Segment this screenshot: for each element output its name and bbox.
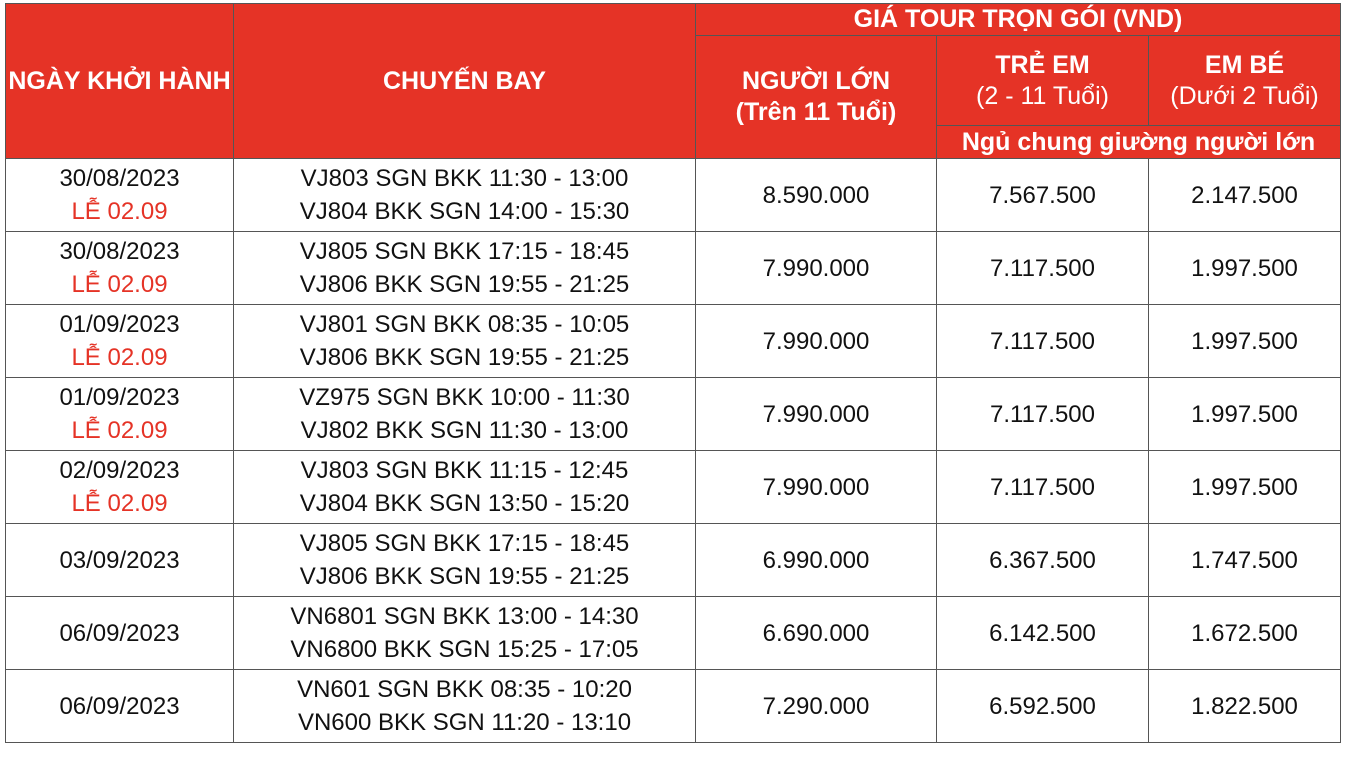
departure-date: 01/09/2023 xyxy=(59,311,180,338)
holiday-label: LỄ 02.09 xyxy=(71,198,168,225)
flight-cell xyxy=(234,524,696,597)
baby-header xyxy=(1149,36,1341,126)
departure-date-cell xyxy=(6,524,234,597)
baby-price: 1.672.500 xyxy=(1149,597,1341,670)
child-price: 6.367.500 xyxy=(937,524,1149,597)
adult-label: NGƯỜI LỚN xyxy=(741,67,891,95)
outbound-flight: VN601 SGN BKK 08:35 - 10:20 xyxy=(297,676,632,703)
departure-date: 06/09/2023 xyxy=(59,619,180,647)
child-price: 6.142.500 xyxy=(937,597,1149,670)
baby-label: EM BÉ xyxy=(1204,50,1285,79)
adult-price: 6.990.000 xyxy=(696,524,937,597)
outbound-flight: VJ801 SGN BKK 08:35 - 10:05 xyxy=(299,311,630,338)
adult-price: 6.690.000 xyxy=(696,597,937,670)
table-row xyxy=(6,305,1341,378)
outbound-flight: VJ803 SGN BKK 11:15 - 12:45 xyxy=(300,457,629,484)
baby-price: 1.997.500 xyxy=(1149,305,1341,378)
outbound-flight: VN6801 SGN BKK 13:00 - 14:30 xyxy=(290,603,639,630)
baby-price: 1.997.500 xyxy=(1149,451,1341,524)
baby-age-label: (Dưới 2 Tuổi) xyxy=(1170,81,1319,110)
return-flight: VJ806 BKK SGN 19:55 - 21:25 xyxy=(299,563,630,590)
outbound-flight: VJ805 SGN BKK 17:15 - 18:45 xyxy=(299,238,630,265)
departure-date-cell xyxy=(6,670,234,743)
departure-date-cell xyxy=(6,305,234,378)
return-flight: VJ802 BKK SGN 11:30 - 13:00 xyxy=(300,417,629,444)
departure-date-cell xyxy=(6,232,234,305)
table-row xyxy=(6,159,1341,232)
child-price: 7.567.500 xyxy=(937,159,1149,232)
adult-age-label: (Trên 11 Tuổi) xyxy=(735,98,897,126)
table-body xyxy=(6,159,1341,743)
return-flight: VJ806 BKK SGN 19:55 - 21:25 xyxy=(299,271,630,298)
departure-date: 03/09/2023 xyxy=(59,546,180,574)
departure-date-cell xyxy=(6,378,234,451)
holiday-label: LỄ 02.09 xyxy=(71,344,168,371)
shared-bed-note: Ngủ chung giường người lớn xyxy=(937,126,1341,159)
adult-header xyxy=(696,36,937,159)
return-flight: VJ804 BKK SGN 13:50 - 15:20 xyxy=(299,490,630,517)
return-flight: VJ806 BKK SGN 19:55 - 21:25 xyxy=(299,344,630,371)
adult-price: 7.990.000 xyxy=(696,305,937,378)
departure-date-header: NGÀY KHỞI HÀNH xyxy=(6,4,234,159)
table-row xyxy=(6,524,1341,597)
adult-price: 7.990.000 xyxy=(696,451,937,524)
table-row xyxy=(6,232,1341,305)
holiday-label: LỄ 02.09 xyxy=(71,490,168,517)
flight-header: CHUYẾN BAY xyxy=(234,4,696,159)
adult-price: 7.990.000 xyxy=(696,378,937,451)
child-price: 6.592.500 xyxy=(937,670,1149,743)
departure-date-cell xyxy=(6,159,234,232)
outbound-flight: VJ805 SGN BKK 17:15 - 18:45 xyxy=(299,530,630,557)
baby-price: 1.822.500 xyxy=(1149,670,1341,743)
baby-price: 1.997.500 xyxy=(1149,378,1341,451)
departure-date-cell xyxy=(6,597,234,670)
outbound-flight: VZ975 SGN BKK 10:00 - 11:30 xyxy=(299,384,630,411)
holiday-label: LỄ 02.09 xyxy=(71,417,168,444)
child-price: 7.117.500 xyxy=(937,232,1149,305)
child-age-label: (2 - 11 Tuổi) xyxy=(976,81,1109,110)
baby-price: 2.147.500 xyxy=(1149,159,1341,232)
departure-date: 06/09/2023 xyxy=(59,692,180,720)
adult-price: 7.990.000 xyxy=(696,232,937,305)
departure-date-cell xyxy=(6,451,234,524)
flight-cell xyxy=(234,232,696,305)
table-row xyxy=(6,451,1341,524)
departure-date: 30/08/2023 xyxy=(59,165,180,192)
adult-price: 8.590.000 xyxy=(696,159,937,232)
departure-date: 30/08/2023 xyxy=(59,238,180,265)
baby-price: 1.747.500 xyxy=(1149,524,1341,597)
flight-cell xyxy=(234,670,696,743)
table-row xyxy=(6,597,1341,670)
holiday-label: LỄ 02.09 xyxy=(71,271,168,298)
child-price: 7.117.500 xyxy=(937,378,1149,451)
flight-cell xyxy=(234,305,696,378)
child-price: 7.117.500 xyxy=(937,451,1149,524)
departure-date: 02/09/2023 xyxy=(59,457,180,484)
departure-date: 01/09/2023 xyxy=(59,384,180,411)
child-header xyxy=(937,36,1149,126)
child-label: TRẺ EM xyxy=(995,50,1090,79)
table-header xyxy=(6,4,1341,159)
tour-price-group-header: GIÁ TOUR TRỌN GÓI (VND) xyxy=(696,4,1341,36)
return-flight: VN6800 BKK SGN 15:25 - 17:05 xyxy=(290,636,639,663)
flight-cell xyxy=(234,597,696,670)
return-flight: VJ804 BKK SGN 14:00 - 15:30 xyxy=(299,198,630,225)
child-price: 7.117.500 xyxy=(937,305,1149,378)
flight-cell xyxy=(234,159,696,232)
table-row xyxy=(6,670,1341,743)
flight-cell xyxy=(234,451,696,524)
adult-price: 7.290.000 xyxy=(696,670,937,743)
flight-cell xyxy=(234,378,696,451)
table-row xyxy=(6,378,1341,451)
baby-price: 1.997.500 xyxy=(1149,232,1341,305)
outbound-flight: VJ803 SGN BKK 11:30 - 13:00 xyxy=(300,165,629,192)
return-flight: VN600 BKK SGN 11:20 - 13:10 xyxy=(297,709,632,736)
tour-price-table xyxy=(5,3,1341,743)
